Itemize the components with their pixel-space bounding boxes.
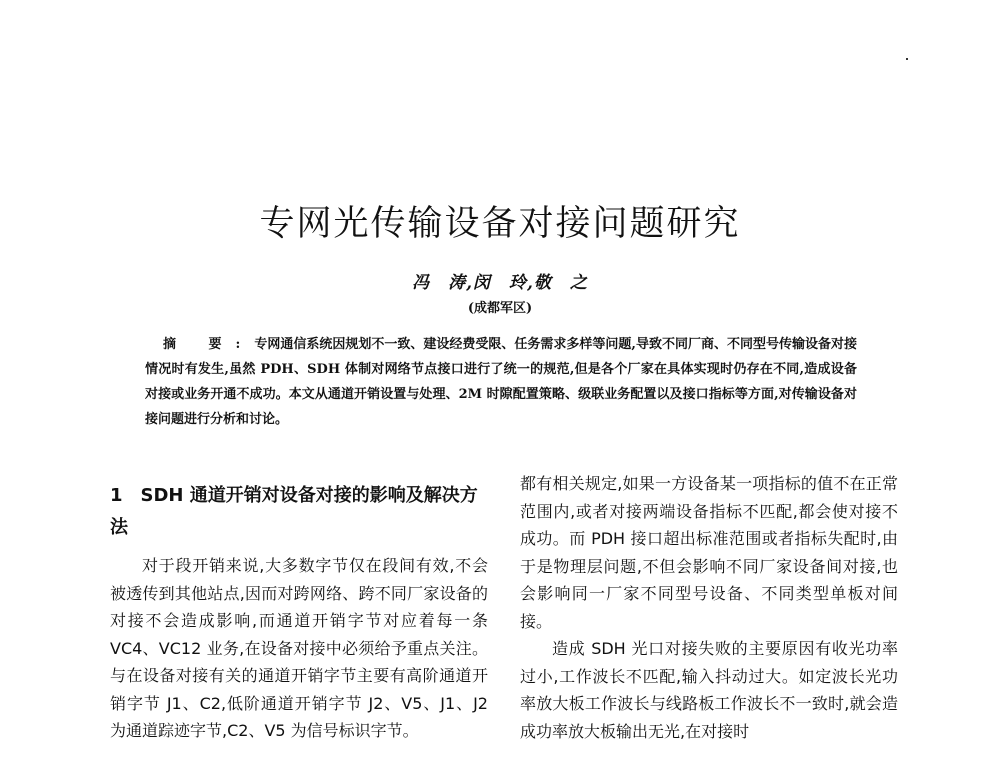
body-paragraph-continued: 都有相关规定,如果一方设备某一项指标的值不在正常范围内,或者对接两端设备指标不匹配,都会使对接不成功。而 PDH 接口超出标准范围或者指标失配时,由于是物理层问题,不但会影响不同厂家设备间对接,也会影响同一厂家不同型号设备、不同类型单板对间接。 (520, 474, 898, 631)
body-paragraph: 造成 SDH 光口对接失败的主要原因有收光功率过小,工作波长不匹配,输入抖动过大。如定波长光功率放大板工作波长与线路板工作波长不一致时,就会造成功率放大板输出无光,在对接时 (520, 639, 898, 741)
authors: 冯 涛,闵 玲,敬 之 (412, 273, 588, 293)
page-mark (906, 58, 908, 60)
left-column (110, 480, 488, 745)
paper-title: 专网光传输设备对接问题研究 (259, 204, 741, 244)
affiliation: (成都军区) (467, 301, 533, 316)
abstract (145, 332, 857, 432)
body-paragraph: 对于段开销来说,大多数字节仅在段间有效,不会被透传到其他站点,因而对跨网络、跨不同厂家设备的对接不会造成影响,而通道开销字节对应着每一条 VC4、VC12 业务,在设备对接中必须给予重点关注。与在设备对接有关的通道开销字节主要有高阶通道开销字节 J1、C2,低阶通道开销字节 J2、V5、J1、J2 为通道踪迹字节,C2、V5 为信号标识字节。 (110, 556, 488, 740)
abstract-text: 专网通信系统因规划不一致、建设经费受限、任务需求多样等问题,导致不同厂商、不同型号传输设备对接情况时有发生,虽然 PDH、SDH 体制对网络节点接口进行了统一的规范,但是各个厂家在具体实现时仍存在不同,造成设备对接或业务开通不成功。本文从通道开销设置与处理、2M 时隙配置策略、级联业务配置以及接口指标等方面,对传输设备对接问题进行分析和讨论。 (145, 337, 858, 427)
abstract-label: 摘 要: (163, 337, 255, 352)
right-column (520, 470, 898, 745)
section-heading: 1 SDH 通道开销对设备对接的影响及解决方法 (110, 485, 478, 538)
